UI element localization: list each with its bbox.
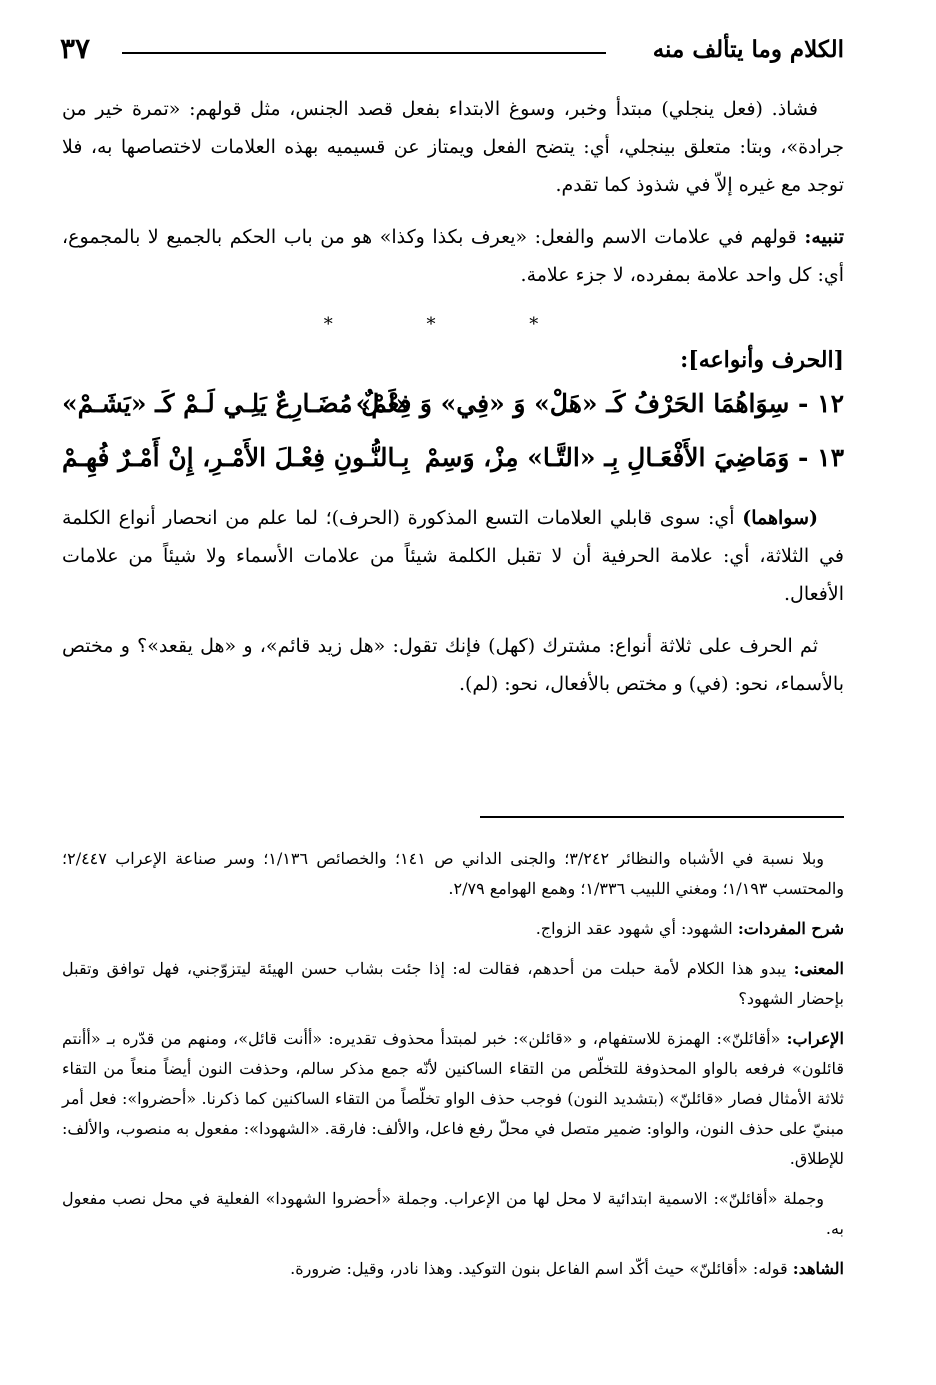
page-header bbox=[60, 30, 844, 70]
verse-13 bbox=[62, 437, 844, 491]
verse-13-second-hemistich: بِـالنُّـونِ فِعْـلَ الأَمْـرِ، إِنْ أَمْـرٌ فُهِـمْ bbox=[62, 443, 410, 472]
running-title: الكلام وما يتألف منه bbox=[652, 36, 844, 63]
commentary-paragraph-3: ثم الحرف على ثلاثة أنواع: مشترك (كهل) فإنك تقول: «هل زيد قائم»، و «هل يقعد»؟ و مختص بالأسماء، نحو: (في) و مختص بالأفعال، نحو: (لم). bbox=[62, 635, 844, 695]
verse-12-second-hemistich: فِعْـلٌ مُضَـارِعٌ يَلِـي لَـمْ كَـ «يَشَـمْ» bbox=[62, 389, 412, 418]
footnote-parsing: الإعراب: «أقائلنّ»: الهمزة للاستفهام، و «قائلن»: خبر لمبتدأ محذوف تقديره: «أأنت قائل»، ومنهم من قدّره بـ «أأنتم قائلون» فرفعه بالواو المحذوفة للتخلّص من التقاء الساكنين لأنّه جمع مذكر سالم، وحذفت النون أيضاً منعاً من التقاء ثلاثة الأمثال فصار «قائلنّ» (بتشديد النون) فوجب حذف الواو تخلّصاً من التقاء الساكنين كما ذكرنا. «أحضروا»: فعل أمر مبنيّ على حذف النون، والواو: ضمير متصل في محلّ رفع فاعل، والألف: فارقة. «الشهودا»: مفعول به منصوب، والألف: للإطلاق. bbox=[62, 1029, 845, 1168]
footnote-vocabulary: شرح المفردات: الشهود: أي شهود عقد الزواج. bbox=[535, 919, 844, 938]
commentary-paragraph-2: (سواهما) أي: سوى قابلي العلامات التسع المذكورة (الحرف)؛ لما علم من انحصار أنواع الكلمة في الثلاثة، أي: علامة الحرفية أن لا تقبل الكلمة شيئاً من علامات الأسماء ولا شيئاً من علامات الأفعال. bbox=[62, 507, 844, 605]
note-paragraph: تنبيه: قولهم في علامات الاسم والفعل: «يعرف بكذا وكذا» هو من باب الحكم بالجميع لا بالمجموع، أي: كل واحد علامة بمفرده، لا جزء علامة. bbox=[62, 226, 845, 286]
footnote-sentence-analysis: وجملة «أقائلنّ»: الاسمية ابتدائية لا محل لها من الإعراب. وجملة «أحضروا الشهودا» الفعلية في محل نصب مفعول به. bbox=[62, 1189, 844, 1238]
footnote-sources: وبلا نسبة في الأشباه والنظائر ٣/٢٤٢؛ والجنى الداني ص ١٤١؛ والخصائص ١/١٣٦؛ وسر صناعة الإعراب ٢/٤٤٧؛ والمحتسب ١/١٩٣؛ ومغني اللبيب ١/٣٣٦؛ وهمع الهوامع ٢/٧٩. bbox=[62, 849, 844, 898]
footnotes bbox=[62, 844, 844, 1294]
verse-13-first-hemistich: ١٣ - وَمَاضِيَ الأَفْعَـالِ بِـ «التَّـا» مِزْ، وَسِمْ bbox=[424, 443, 844, 472]
section-title: [الحرف وأنواعه]: bbox=[680, 347, 844, 373]
footnote-meaning: المعنى: يبدو هذا الكلام لأمة حبلت من أحدهم، فقالت له: إذا جئت بشاب حسن الهيئة ليتزوّجني، فهل توافق وتقبل بإحضار الشهود؟ bbox=[62, 959, 844, 1008]
verse-12-first-hemistich: ١٢ - سِوَاهُمَا الحَرْفُ كَـ «هَلْ» وَ «فِي» وَ «لَمْ» bbox=[355, 389, 844, 418]
footnote-separator bbox=[480, 816, 844, 818]
header-rule bbox=[122, 52, 606, 54]
commentary-paragraph-1: فشاذ. (فعل ينجلي) مبتدأ وخبر، وسوغ الابتداء بفعل قصد الجنس، مثل قولهم: «تمرة خير من جرادة»، وبتا: متعلق بينجلي، أي: يتضح الفعل ويمتاز عن قسيميه بهذه العلامات لاختصاصها به، فلا توجد مع غيره إلاّ في شذوذ كما تقدم. bbox=[62, 98, 844, 196]
note-label: تنبيه: bbox=[804, 226, 845, 248]
footnote-evidence: الشاهد: قوله: «أقائلنّ» حيث أكّد اسم الفاعل بنون التوكيد. وهذا نادر، وقيل: ضرورة. bbox=[290, 1259, 844, 1278]
verse-12 bbox=[62, 383, 844, 437]
main-text bbox=[62, 90, 844, 717]
section-divider-stars: * * * bbox=[323, 314, 583, 335]
page-number: ٣٧ bbox=[60, 32, 91, 65]
